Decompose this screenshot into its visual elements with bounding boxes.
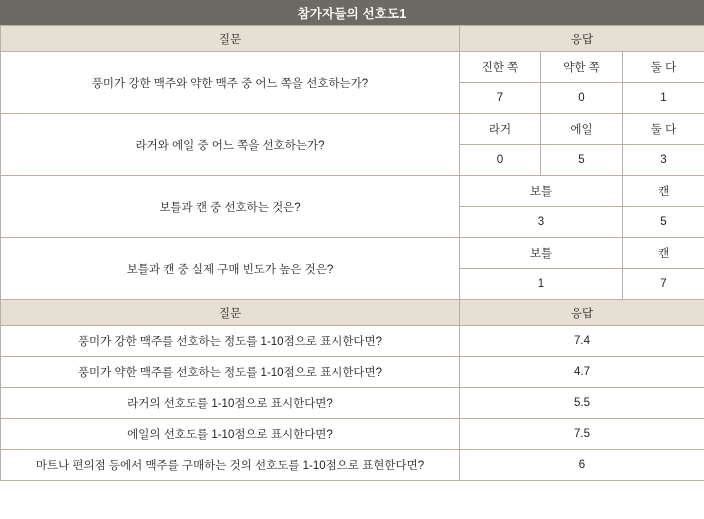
score-value: 7.5 xyxy=(460,419,704,450)
table-row xyxy=(1,326,704,357)
question-text: 풍미가 약한 맥주를 선호하는 정도를 1-10점으로 표시한다면? xyxy=(1,357,460,388)
score-value: 6 xyxy=(460,450,704,481)
header-answer-2: 응답 xyxy=(460,300,704,326)
question-text: 풍미가 강한 맥주와 약한 맥주 중 어느 쪽을 선호하는가? xyxy=(1,52,460,114)
option-value: 5 xyxy=(541,145,623,176)
option-value: 0 xyxy=(541,83,623,114)
table-row xyxy=(1,419,704,450)
option-value: 5 xyxy=(623,207,704,238)
option-value: 0 xyxy=(460,145,541,176)
table-header-row-2 xyxy=(1,300,704,326)
question-text: 라거와 에일 중 어느 쪽을 선호하는가? xyxy=(1,114,460,176)
preference-table xyxy=(0,25,704,481)
table-row xyxy=(1,388,704,419)
sheet-title: 참가자들의 선호도1 xyxy=(297,6,407,21)
question-text: 마트나 편의점 등에서 맥주를 구매하는 것의 선호도를 1-10점으로 표현한다면? xyxy=(1,450,460,481)
option-label: 캔 xyxy=(623,176,704,207)
question-text: 보틀과 캔 중 실제 구매 빈도가 높은 것은? xyxy=(1,238,460,300)
table-row xyxy=(1,52,704,83)
score-value: 4.7 xyxy=(460,357,704,388)
option-label: 캔 xyxy=(623,238,704,269)
option-label: 둘 다 xyxy=(623,114,704,145)
option-label: 진한 쪽 xyxy=(460,52,541,83)
table-header-row-1 xyxy=(1,26,704,52)
table-row xyxy=(1,176,704,207)
header-question-1: 질문 xyxy=(1,26,460,52)
option-value: 3 xyxy=(623,145,704,176)
score-value: 7.4 xyxy=(460,326,704,357)
option-label: 보틀 xyxy=(460,238,623,269)
question-text: 라거의 선호도를 1-10점으로 표시한다면? xyxy=(1,388,460,419)
question-text: 풍미가 강한 맥주를 선호하는 정도를 1-10점으로 표시한다면? xyxy=(1,326,460,357)
sheet-title-bar xyxy=(0,0,704,25)
option-label: 둘 다 xyxy=(623,52,704,83)
question-text: 에일의 선호도를 1-10점으로 표시한다면? xyxy=(1,419,460,450)
option-label: 보틀 xyxy=(460,176,623,207)
table-row xyxy=(1,238,704,269)
score-value: 5.5 xyxy=(460,388,704,419)
table-row xyxy=(1,114,704,145)
table-row xyxy=(1,357,704,388)
header-answer-1: 응답 xyxy=(460,26,704,52)
header-question-2: 질문 xyxy=(1,300,460,326)
option-value: 7 xyxy=(460,83,541,114)
option-value: 3 xyxy=(460,207,623,238)
option-label: 약한 쪽 xyxy=(541,52,623,83)
option-label: 라거 xyxy=(460,114,541,145)
option-label: 에일 xyxy=(541,114,623,145)
option-value: 1 xyxy=(623,83,704,114)
table-row xyxy=(1,450,704,481)
option-value: 7 xyxy=(623,269,704,300)
option-value: 1 xyxy=(460,269,623,300)
question-text: 보틀과 캔 중 선호하는 것은? xyxy=(1,176,460,238)
